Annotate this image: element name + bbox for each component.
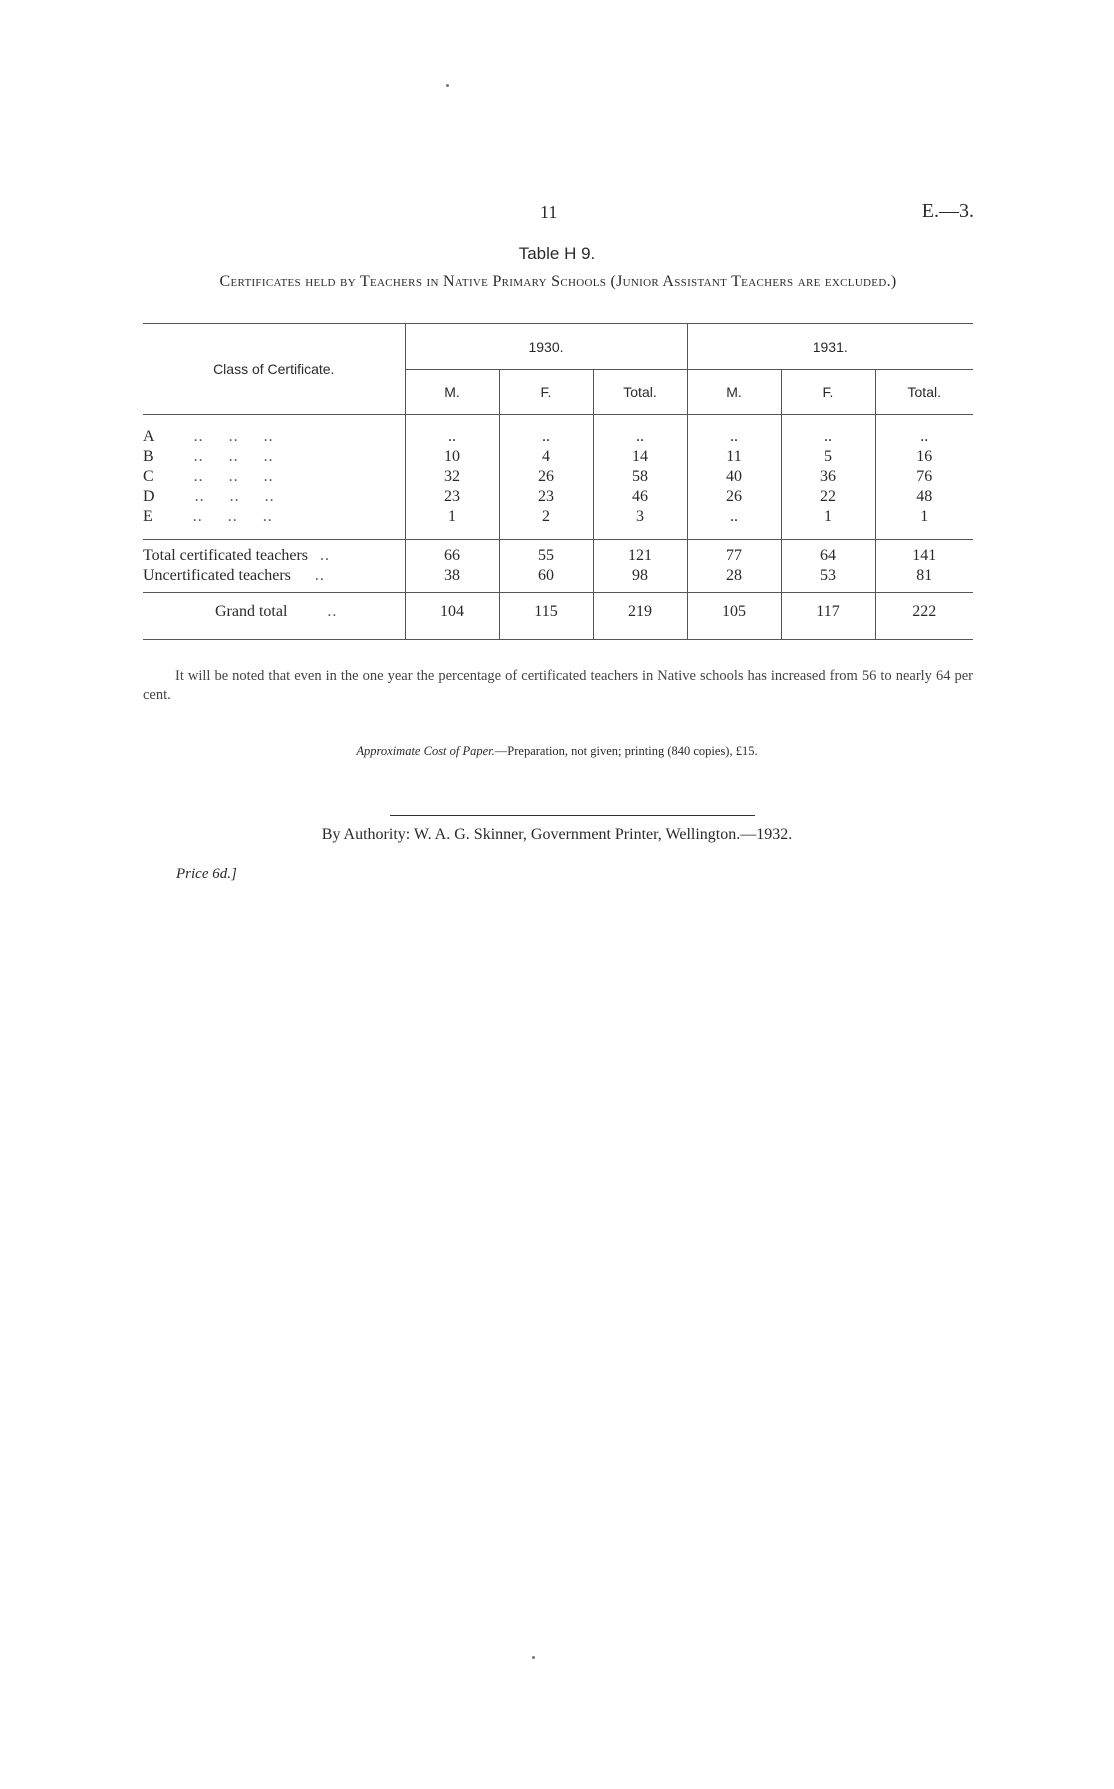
table-cell: 48 bbox=[875, 487, 973, 507]
table-cell: 98 bbox=[593, 566, 687, 593]
year-1930-header: 1930. bbox=[405, 324, 687, 370]
table-row bbox=[143, 447, 973, 467]
row-leader: .. .. .. bbox=[193, 428, 274, 445]
col-header-1930-f: F. bbox=[499, 370, 593, 415]
table-row-grand-total bbox=[143, 593, 973, 632]
table-cell: 53 bbox=[781, 566, 875, 593]
table-row-uncertificated bbox=[143, 566, 973, 593]
row-leader: .. .. .. bbox=[194, 488, 275, 505]
table-cell: 22 bbox=[781, 487, 875, 507]
table-cell: 76 bbox=[875, 467, 973, 487]
table-cell: 46 bbox=[593, 487, 687, 507]
table-cell: 141 bbox=[875, 540, 973, 567]
table-caption: Certificates held by Teachers in Native Primary Schools (Junior Assistant Teachers are excluded.) bbox=[219, 273, 897, 290]
table-cell: 26 bbox=[499, 467, 593, 487]
table-cell: 81 bbox=[875, 566, 973, 593]
table-cell: 105 bbox=[687, 593, 781, 632]
table-cell: 1 bbox=[781, 507, 875, 527]
row-leader: .. bbox=[327, 603, 338, 620]
col-header-1931-total: Total. bbox=[875, 370, 973, 415]
row-label: C bbox=[143, 468, 154, 485]
table-row bbox=[143, 467, 973, 487]
table-cell: 40 bbox=[687, 467, 781, 487]
table-cell: 11 bbox=[687, 447, 781, 467]
table-cell: 32 bbox=[405, 467, 499, 487]
table-cell: 26 bbox=[687, 487, 781, 507]
divider bbox=[390, 815, 755, 816]
table-cell: 60 bbox=[499, 566, 593, 593]
table-cell: .. bbox=[405, 427, 499, 447]
col-header-1930-m: M. bbox=[405, 370, 499, 415]
table-cell: 28 bbox=[687, 566, 781, 593]
table-cell: .. bbox=[781, 427, 875, 447]
table-cell: 4 bbox=[499, 447, 593, 467]
table-cell: 77 bbox=[687, 540, 781, 567]
table-cell: 23 bbox=[405, 487, 499, 507]
table-cell: 2 bbox=[499, 507, 593, 527]
table-cell: .. bbox=[593, 427, 687, 447]
cost-of-paper bbox=[0, 744, 1114, 759]
table-row bbox=[143, 507, 973, 527]
header-row-years bbox=[143, 324, 973, 370]
row-label: E bbox=[143, 508, 153, 525]
explanatory-note: It will be noted that even in the one year the percentage of certificated teachers in Native schools has increased from 56 to nearly 64 per cent. bbox=[143, 668, 973, 703]
table-cell: .. bbox=[875, 427, 973, 447]
table-cell: 64 bbox=[781, 540, 875, 567]
scan-speck bbox=[446, 84, 449, 87]
table-cell: 36 bbox=[781, 467, 875, 487]
table-cell: 58 bbox=[593, 467, 687, 487]
col-header-1931-f: F. bbox=[781, 370, 875, 415]
row-leader: .. .. .. bbox=[193, 448, 274, 465]
table-cell: 5 bbox=[781, 447, 875, 467]
table-cell: 1 bbox=[875, 507, 973, 527]
page-number: 11 bbox=[540, 202, 558, 222]
row-leader: .. bbox=[314, 567, 325, 584]
row-leader: .. .. .. bbox=[193, 468, 274, 485]
row-leader: .. bbox=[320, 547, 330, 564]
table-row bbox=[143, 487, 973, 507]
document-reference: E.—3. bbox=[921, 200, 974, 222]
table-cell: 23 bbox=[499, 487, 593, 507]
table-cell: .. bbox=[687, 427, 781, 447]
table-cell: .. bbox=[499, 427, 593, 447]
table-cell: 1 bbox=[405, 507, 499, 527]
table-title: Table H 9. bbox=[518, 244, 596, 263]
table-cell: 38 bbox=[405, 566, 499, 593]
certificates-table bbox=[143, 323, 973, 640]
price: Price 6d.] bbox=[176, 866, 237, 882]
table-cell: 115 bbox=[499, 593, 593, 632]
table-row-total-certificated bbox=[143, 540, 973, 567]
table-cell: 66 bbox=[405, 540, 499, 567]
year-1931-header: 1931. bbox=[687, 324, 973, 370]
row-label: B bbox=[143, 448, 154, 465]
table-cell: 14 bbox=[593, 447, 687, 467]
table-cell: .. bbox=[687, 507, 781, 527]
printer-authority: By Authority: W. A. G. Skinner, Government Printer, Wellington.—1932. bbox=[321, 826, 793, 843]
row-label: A bbox=[143, 428, 154, 445]
table-cell: 55 bbox=[499, 540, 593, 567]
class-of-certificate-header: Class of Certificate. bbox=[143, 324, 405, 415]
table-row bbox=[143, 427, 973, 447]
scan-speck bbox=[532, 1656, 535, 1659]
table-cell: 104 bbox=[405, 593, 499, 632]
row-label: D bbox=[143, 488, 155, 505]
table-cell: 117 bbox=[781, 593, 875, 632]
col-header-1930-total: Total. bbox=[593, 370, 687, 415]
row-leader: .. .. .. bbox=[192, 508, 273, 525]
table-cell: 10 bbox=[405, 447, 499, 467]
table-cell: 219 bbox=[593, 593, 687, 632]
row-label: Uncertificated teachers bbox=[143, 567, 291, 584]
table-cell: 121 bbox=[593, 540, 687, 567]
cost-text: —Preparation, not given; printing (840 copies), £15. bbox=[494, 744, 758, 758]
cost-label: Approximate Cost of Paper. bbox=[356, 744, 495, 758]
table-cell: 222 bbox=[875, 593, 973, 632]
row-label: Grand total bbox=[215, 603, 288, 620]
row-label: Total certificated teachers bbox=[143, 547, 308, 564]
col-header-1931-m: M. bbox=[687, 370, 781, 415]
table-cell: 3 bbox=[593, 507, 687, 527]
table-cell: 16 bbox=[875, 447, 973, 467]
